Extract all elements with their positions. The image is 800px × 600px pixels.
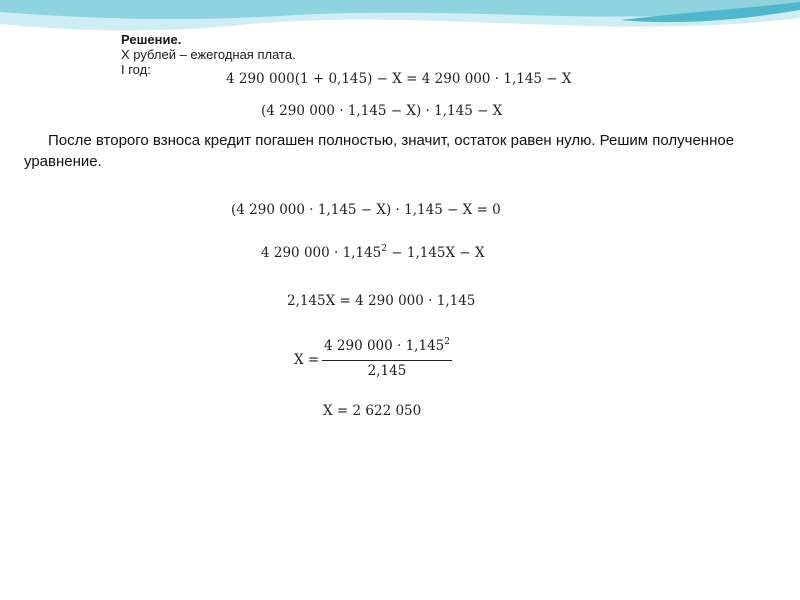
equation-year1: 4 290 000(1 + 0,145) − X = 4 290 000 · 1,145 − X bbox=[226, 71, 572, 87]
fraction-bar bbox=[322, 360, 452, 361]
header-wave-decoration bbox=[0, 0, 800, 70]
equation-zero-balance: (4 290 000 · 1,145 − X) · 1,145 − X = 0 bbox=[231, 202, 501, 218]
fraction-numerator bbox=[322, 338, 452, 354]
fraction-denominator: 2,145 bbox=[367, 363, 407, 379]
expanded-base: 4 290 000 · 1,145 bbox=[261, 245, 382, 261]
explanation-text: После второго взноса кредит погашен полностью, значит, остаток равен нулю. Решим полученное уравнение. bbox=[24, 132, 735, 170]
year-label: I год: bbox=[121, 62, 151, 77]
payment-definition: Х рублей – ежегодная плата. bbox=[121, 47, 296, 62]
explanation-paragraph bbox=[24, 130, 769, 172]
equation-result: X = 2 622 050 bbox=[323, 403, 422, 419]
equation-simplified: 2,145X = 4 290 000 · 1,145 bbox=[287, 293, 476, 309]
equation-fraction bbox=[294, 338, 454, 388]
equation-year2: (4 290 000 · 1,145 − X) · 1,145 − X bbox=[261, 103, 503, 119]
equation-expanded bbox=[261, 245, 485, 261]
solution-title: Решение. bbox=[121, 32, 182, 47]
numerator-base: 4 290 000 · 1,145 bbox=[324, 338, 445, 354]
expanded-rest: − 1,145X − X bbox=[386, 245, 485, 261]
numerator-exponent: 2 bbox=[444, 337, 450, 347]
fraction-lhs: X = bbox=[294, 352, 320, 368]
expanded-exponent: 2 bbox=[381, 244, 387, 254]
